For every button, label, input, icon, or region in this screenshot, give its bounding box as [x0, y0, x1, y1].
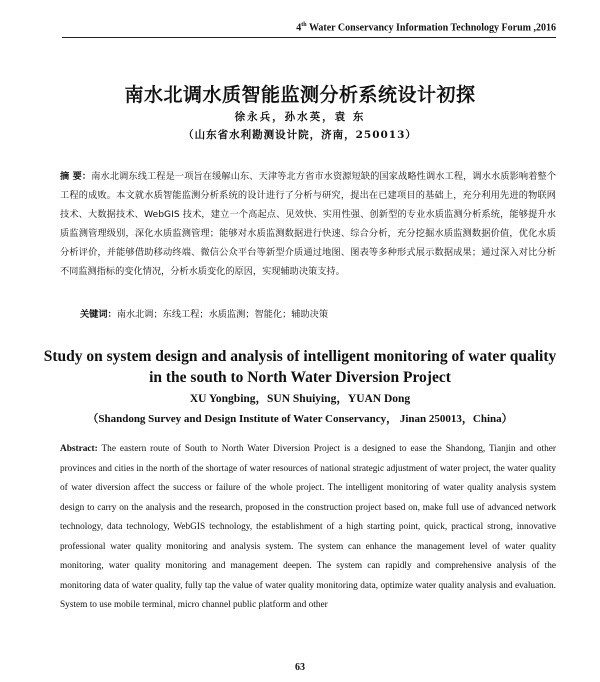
forum-suffix: th: [301, 22, 307, 28]
chinese-title: 南水北调水质智能监测分析系统设计初探: [124, 84, 476, 106]
forum-number: 4: [296, 22, 302, 34]
chinese-affiliation: （山东省水利勘测设计院，济南，250013）: [183, 129, 417, 141]
forum-title: Water Conservancy Information Technology Forum ,2016: [306, 22, 556, 34]
chinese-keywords: [80, 306, 556, 320]
english-affiliation: （Shandong Survey and Design Institute of Water Conservancy， Jinan 250013，China）: [87, 413, 513, 425]
running-header: [296, 22, 556, 33]
english-title: Study on system design and analysis of intelligent monitoring of water quality in the south to North Water Diversion Project: [43, 348, 557, 386]
chinese-abstract-text: 南水北调东线工程是一项旨在缓解山东、天津等北方省市水资源短缺的国家战略性调水工程，调水水质影响着整个工程的成败。本文就水质智能监测分析系统的设计进行了分析与研究，提出在已建项目的基础上，充分利用先进的物联网技术、大数据技术、WebGIS 技术，建立一个高起点、见效快、实用性强、创新型的专业水质监测分析系统，能够提升水质监测管理级别，深化水质监测管理；能够对水质监测数据进行快速、综合分析，充分挖掘水质监测数据价值，优化水质分析评价，并能够借助移动终端、微信公众平台等新型介质通过地图、图表等多种形式展示数据成果；通过深入对比分析不同监测指标的变化情况，分析水质变化的原因，实现辅助决策支持。: [60, 171, 557, 277]
english-authors: XU Yongbing，SUN Shuiying，YUAN Dong: [189, 393, 411, 405]
english-abstract-text: The eastern route of South to North Water Diversion Project is a designed to ease the Shandong, Tianjin and other provinces and cities in the north of the shortage of water resources of national strategic adjustment of water project, the water quality of water diversion affect the success or failure of the whole project. The intelligent monitoring of water quality analysis system design to carry on the analysis and the research, proposed in the construction project based on, make full use of advanced network technology, data technology, WebGIS technology, the establishment of a high starting point, quick, practical strong, innovative professional water quality monitoring and analysis system. The system can enhance the management level of water quality monitoring, water quality monitoring and management deepen. The system can rapidly and comprehensive analysis of the monitoring data of water quality, fully tap the value of water quality monitoring data, optimize water quality analysis and evaluation. System to use mobile terminal, micro channel public platform and other: [60, 444, 557, 610]
chinese-keywords-text: 南水北调；东线工程；水质监测；智能化；辅助决策: [116, 309, 329, 320]
header-divider: [62, 37, 556, 38]
chinese-authors: 徐永兵，孙水英，袁 东: [234, 111, 366, 123]
chinese-abstract-label: 摘 要：: [60, 171, 92, 182]
chinese-abstract: [60, 167, 556, 281]
english-abstract-label: Abstract:: [60, 444, 98, 454]
page-number: 63: [295, 662, 305, 673]
english-abstract: [60, 440, 556, 616]
chinese-keywords-label: 关键词：: [80, 309, 117, 320]
